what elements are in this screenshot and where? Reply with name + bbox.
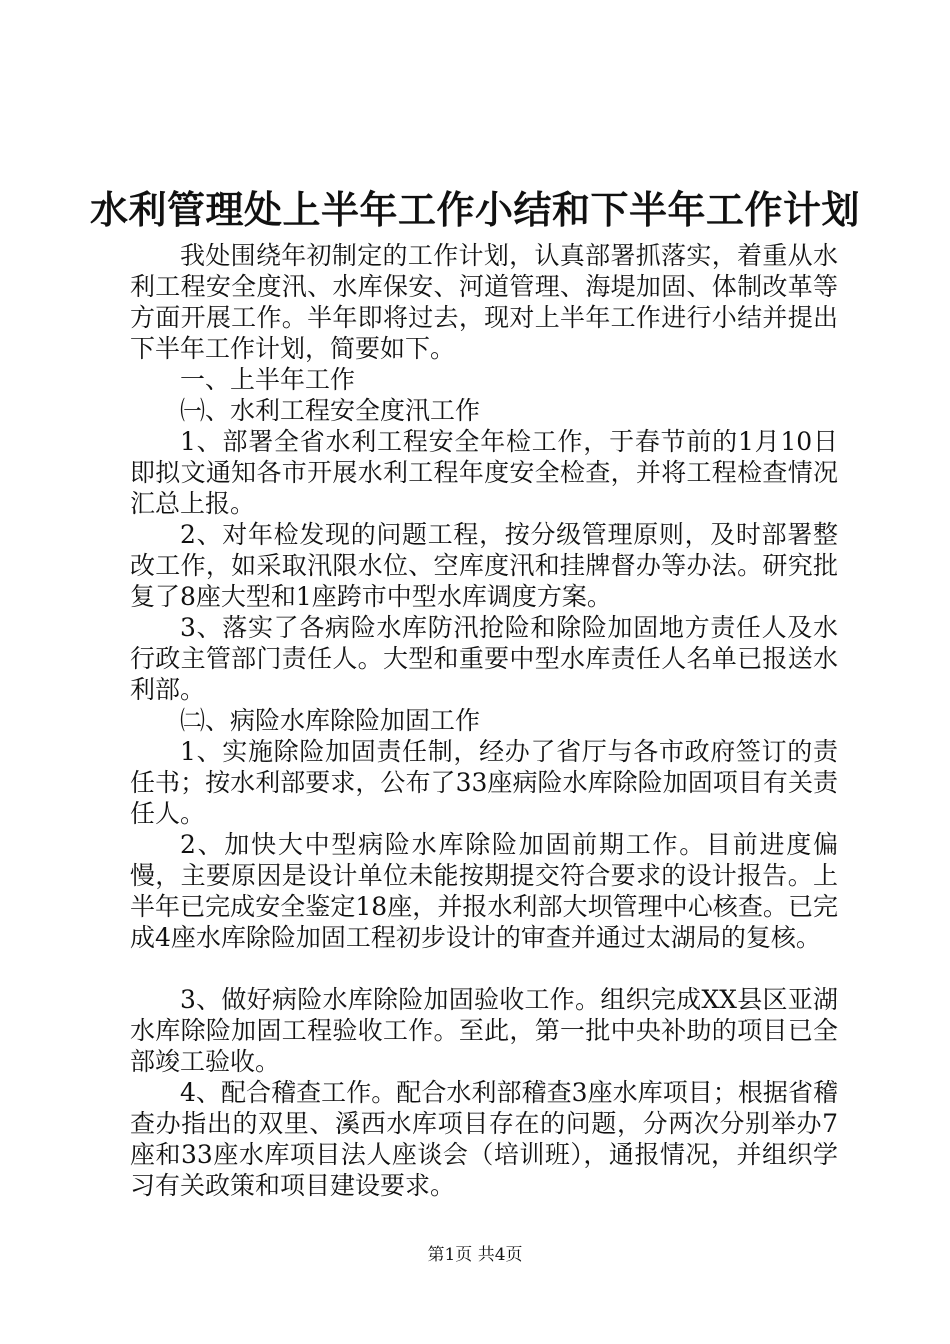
document-title: 水利管理处上半年工作小结和下半年工作计划 [89,187,860,232]
list-item: 2、对年检发现的问题工程，按分级管理原则，及时部署整改工作，如采取汛限水位、空库度汛和挂牌督办等办法。研究批复了8座大型和1座跨市中型水库调度方案。 [130,520,838,611]
list-item: 4、配合稽查工作。配合水利部稽查3座水库项目；根据省稽查办指出的双里、溪西水库项目存在的问题，分两次分别举办7座和33座水库项目法人座谈会（培训班），通报情况，并组织学习有关政策和项目建设要求。 [130,1078,838,1200]
subsection-heading-flood-safety: ㈠、水利工程安全度汛工作 [180,396,481,425]
list-item: 3、做好病险水库除险加固验收工作。组织完成XX县区亚湖水库除险加固工程验收工作。至此，第一批中央补助的项目已全部竣工验收。 [130,985,838,1076]
list-item: 1、部署全省水利工程安全年检工作，于春节前的1月10日即拟文通知各市开展水利工程年度安全检查，并将工程检查情况汇总上报。 [130,427,838,518]
intro-paragraph: 我处围绕年初制定的工作计划，认真部署抓落实，着重从水利工程安全度汛、水库保安、河道管理、海堤加固、体制改革等方面开展工作。半年即将过去，现对上半年工作进行小结并提出下半年工作计划，简要如下。 [130,241,838,363]
page-number-footer: 第1页 共4页 [427,1245,523,1265]
list-item: 2、加快大中型病险水库除险加固前期工作。目前进度偏慢，主要原因是设计单位未能按期提交符合要求的设计报告。上半年已完成安全鉴定18座，并报水利部大坝管理中心核查。已完成4座水库除险加固工程初步设计的审查并通过太湖局的复核。 [130,830,838,952]
section-heading-first-half: 一、上半年工作 [180,365,356,394]
subsection-heading-reservoir-reinforcement: ㈡、病险水库除险加固工作 [180,706,481,735]
list-item: 3、落实了各病险水库防汛抢险和除险加固地方责任人及水行政主管部门责任人。大型和重要中型水库责任人名单已报送水利部。 [130,613,838,704]
list-item: 1、实施除险加固责任制，经办了省厅与各市政府签订的责任书；按水利部要求，公布了33座病险水库除险加固项目有关责任人。 [130,737,838,828]
document-body [130,240,838,1201]
